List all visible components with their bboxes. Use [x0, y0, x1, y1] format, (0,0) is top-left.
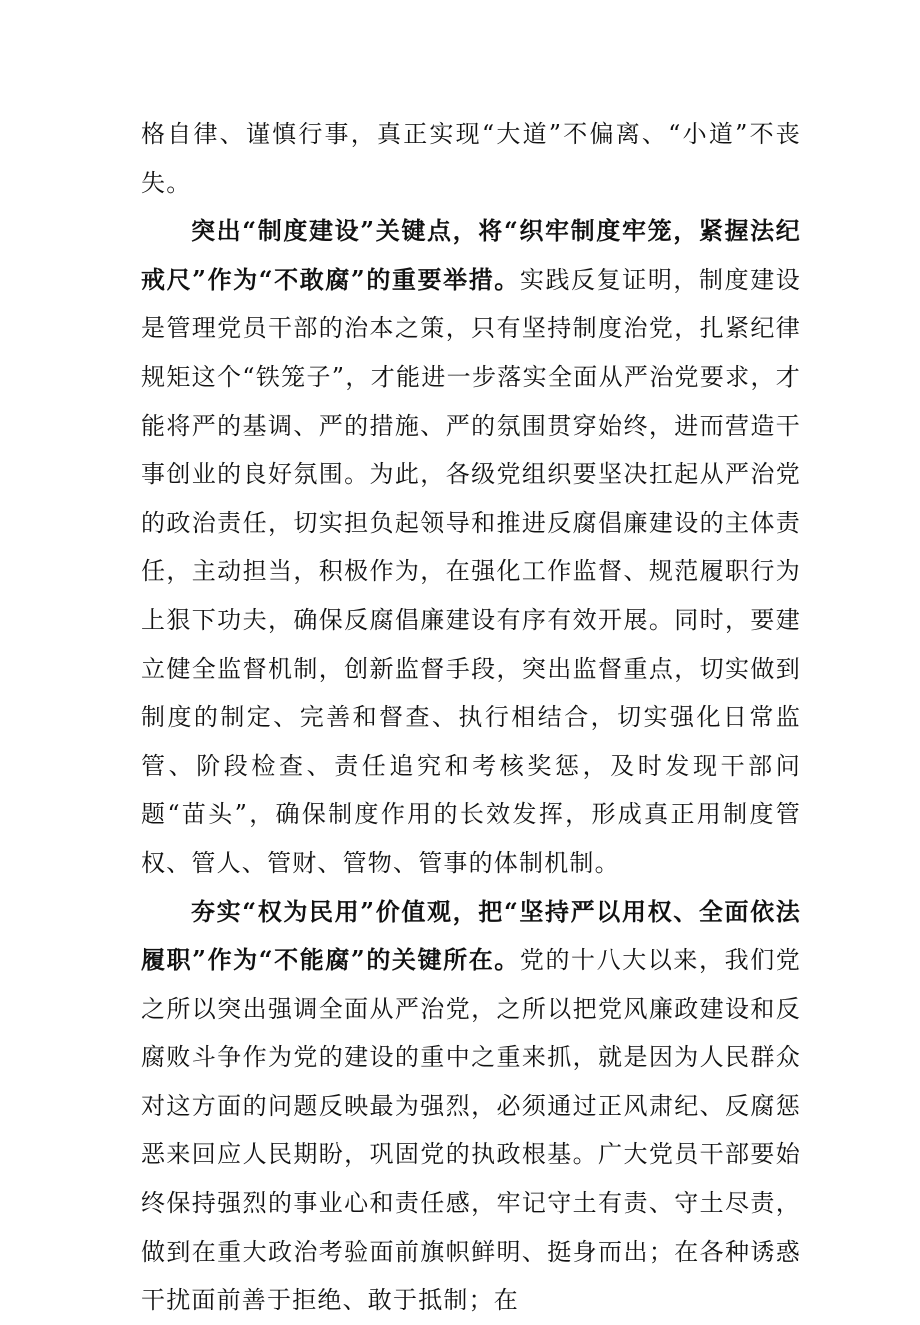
document-body: [141, 110, 801, 1325]
paragraph-1: [141, 110, 801, 207]
paragraph-3-body: 党的十八大以来，我们党之所以突出强调全面从严治党，之所以把党风廉政建设和反腐败斗争作为党的建设的重中之重来抓，就是因为人民群众对这方面的问题反映最为强烈，必须通过正风肃纪、反腐惩恶来回应人民期盼，巩固党的执政根基。广大党员干部要始终保持强烈的事业心和责任感，牢记守土有责、守土尽责，做到在重大政治考验面前旗帜鲜明、挺身而出；在各种诱惑干扰面前善于拒绝、敢于抵制；在: [141, 946, 801, 1315]
paragraph-1-body: 格自律、谨慎行事，真正实现“大道”不偏离、“小道”不丧失。: [141, 120, 801, 197]
paragraph-3: [141, 888, 801, 1325]
paragraph-2: [141, 207, 801, 887]
paragraph-3-lead: 夯实“权为民用”价值观，把“坚持严以用权、全面依法履职”作为“不能腐”的关键所在。: [141, 896, 801, 975]
paragraph-2-lead: 突出“制度建设”关键点，将“织牢制度牢笼，紧握法纪戒尺”作为“不敢腐”的重要举措。: [141, 216, 801, 294]
paragraph-2-body: 实践反复证明，制度建设是管理党员干部的治本之策，只有坚持制度治党，扎紧纪律规矩这个“铁笼子”，才能进一步落实全面从严治党要求，才能将严的基调、严的措施、严的氛围贯穿始终，进而营造干事创业的良好氛围。为此，各级党组织要坚决扛起从严治党的政治责任，切实担负起领导和推进反腐倡廉建设的主体责任，主动担当，积极作为，在强化工作监督、规范履职行为上狠下功夫，确保反腐倡廉建设有序有效开展。同时，要建立健全监督机制，创新监督手段，突出监督重点，切实做到制度的制定、完善和督查、执行相结合，切实强化日常监管、阶段检查、责任追究和考核奖惩，及时发现干部问题“苗头”，确保制度作用的长效发挥，形成真正用制度管权、管人、管财、管物、管事的体制机制。: [141, 265, 801, 877]
